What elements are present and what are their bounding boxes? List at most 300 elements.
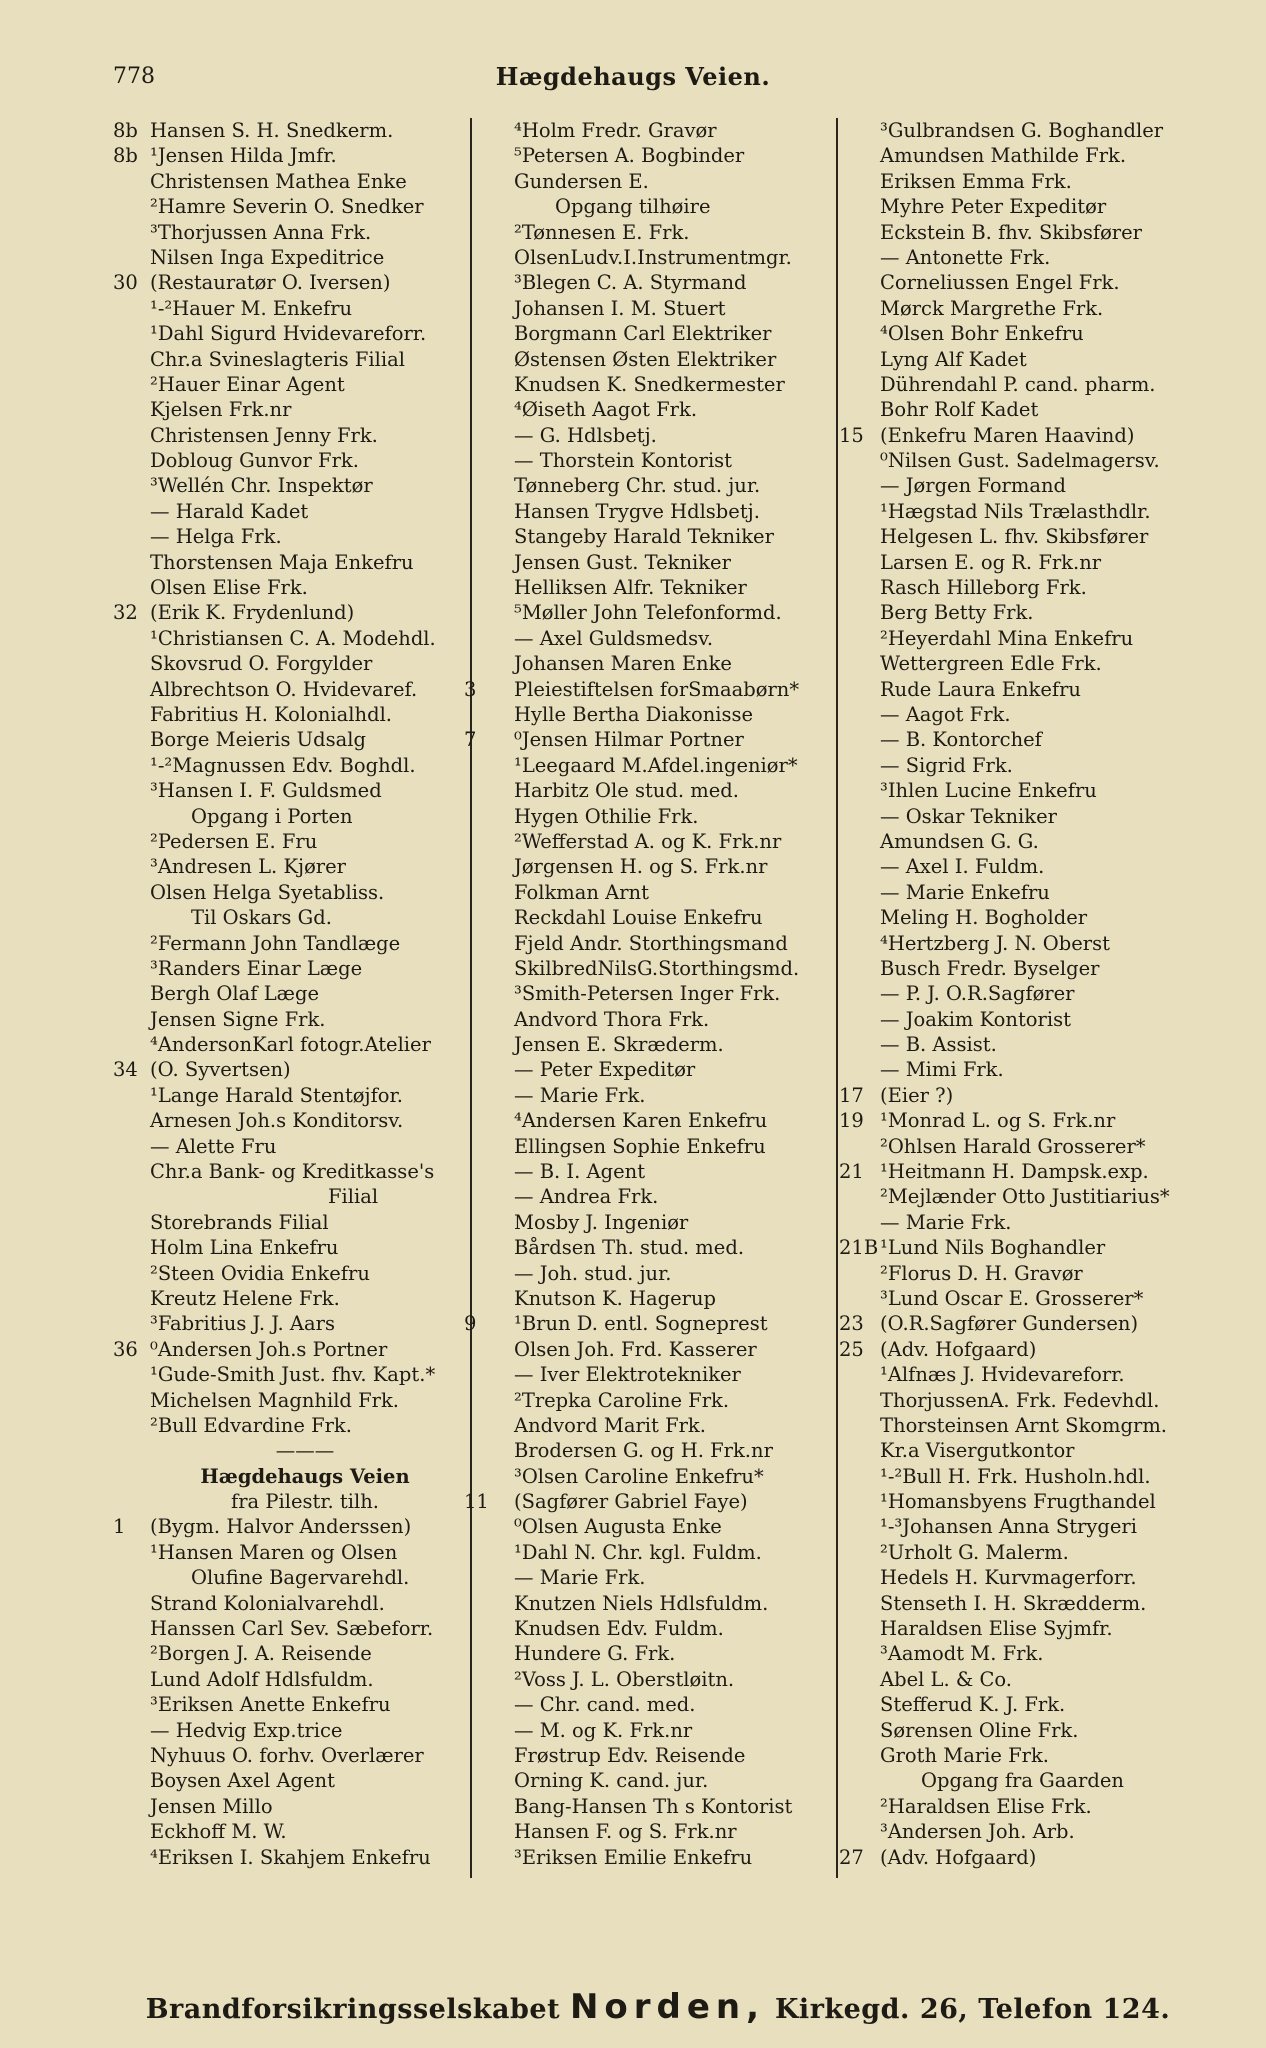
resident-entry: Kreutz Helene Frk.	[150, 1286, 340, 1310]
directory-entry	[477, 1692, 837, 1717]
resident-entry: — Hedvig Exp.trice	[150, 1718, 343, 1742]
resident-entry: Brodersen G. og H. Frk.nr	[514, 1439, 773, 1463]
resident-entry: Knutzen Niels Hdlsfuldm.	[514, 1591, 769, 1615]
directory-entry	[477, 1337, 837, 1362]
resident-entry: Tønneberg Chr. stud. jur.	[514, 474, 761, 498]
directory-entry	[113, 956, 473, 981]
directory-entry	[113, 1489, 473, 1514]
resident-entry: Bergh Olaf Læge	[150, 982, 319, 1006]
directory-entry	[843, 1032, 1203, 1057]
resident-entry: Skovsrud O. Forgylder	[150, 652, 373, 676]
resident-entry: Abel L. & Co.	[880, 1667, 1012, 1691]
house-number: 36	[113, 1337, 138, 1361]
resident-entry: (Eier ?)	[880, 1083, 954, 1107]
directory-entry	[843, 575, 1203, 600]
directory-entry	[843, 1591, 1203, 1616]
directory-entry	[843, 448, 1203, 473]
resident-entry: (O. Syvertsen)	[150, 1058, 291, 1082]
resident-entry: ¹Lange Harald Stentøjfor.	[150, 1083, 403, 1107]
house-number: 15	[839, 423, 864, 447]
directory-entry	[113, 1108, 473, 1133]
directory-entry	[839, 1159, 1203, 1184]
directory-entry	[113, 143, 473, 168]
resident-entry: ²Hamre Severin O. Snedker	[150, 195, 424, 219]
resident-entry: ³Hansen I. F. Guldsmed	[150, 779, 382, 803]
directory-entry	[113, 626, 473, 651]
resident-entry: — Aagot Frk.	[880, 702, 1011, 726]
directory-entry	[477, 499, 837, 524]
directory-column-3	[839, 118, 1203, 1870]
resident-entry: ²Tønnesen E. Frk.	[514, 220, 690, 244]
directory-entry	[113, 1210, 473, 1235]
resident-entry: Jensen E. Skræderm.	[514, 1033, 724, 1057]
directory-entry	[113, 423, 473, 448]
directory-entry	[113, 372, 473, 397]
resident-entry: ThorjussenA. Frk. Fedevhdl.	[880, 1388, 1160, 1412]
resident-entry: Wettergreen Edle Frk.	[880, 652, 1102, 676]
directory-entry	[113, 347, 473, 372]
resident-entry: ¹Hansen Maren og Olsen	[150, 1540, 398, 1564]
directory-entry	[477, 372, 837, 397]
directory-entry	[477, 1845, 837, 1870]
resident-entry: (Bygm. Halvor Anderssen)	[150, 1515, 412, 1539]
directory-entry	[113, 575, 473, 600]
directory-entry	[843, 194, 1203, 219]
house-number: 23	[839, 1312, 864, 1336]
directory-entry	[113, 1057, 473, 1082]
resident-entry: Helgesen L. fhv. Skibsfører	[880, 525, 1149, 549]
resident-entry: Sørensen Oline Frk.	[880, 1718, 1079, 1742]
resident-entry: Groth Marie Frk.	[880, 1744, 1049, 1767]
resident-entry: — Axel Guldsmedsv.	[514, 626, 714, 650]
directory-entry	[477, 702, 837, 727]
directory-entry	[843, 347, 1203, 372]
house-number: 8b	[113, 144, 138, 168]
footer-suffix: Kirkegd. 26, Telefon 124.	[774, 1994, 1171, 2025]
directory-entry	[477, 1438, 837, 1463]
resident-entry: Pleiestiftelsen forSmaabørn*	[514, 677, 800, 701]
directory-entry	[477, 931, 837, 956]
directory-entry	[113, 778, 473, 803]
directory-entry	[477, 397, 837, 422]
resident-entry: ⁰Jensen Hilmar Portner	[514, 728, 744, 752]
directory-entry	[113, 1540, 473, 1565]
resident-entry: Christensen Mathea Enke	[150, 169, 407, 193]
directory-entry	[113, 880, 473, 905]
directory-entry	[843, 321, 1203, 346]
resident-entry: ⁴AndersonKarl fotogr.Atelier	[150, 1033, 431, 1057]
resident-entry: ¹Jensen Hilda Jmfr.	[150, 144, 337, 168]
resident-entry: — P. J. O.R.Sagfører	[880, 982, 1075, 1006]
directory-entry	[113, 1337, 473, 1362]
resident-entry: Orning K. cand. jur.	[514, 1769, 709, 1793]
directory-entry	[843, 804, 1203, 829]
directory-entry	[113, 1438, 473, 1463]
resident-entry: ¹Leegaard M.Afdel.ingeniør*	[514, 753, 798, 777]
resident-entry: ³Eriksen Anette Enkefru	[150, 1693, 391, 1717]
resident-entry: ¹-²Magnussen Edv. Boghdl.	[150, 753, 416, 777]
resident-entry: — Harald Kadet	[150, 499, 309, 523]
directory-entry	[477, 1362, 837, 1387]
resident-entry: Eriksen Emma Frk.	[880, 169, 1072, 193]
resident-entry: Hygen Othilie Frk.	[514, 804, 699, 828]
house-number: 25	[839, 1337, 864, 1361]
resident-entry: — Joh. stud. jur.	[514, 1261, 672, 1285]
directory-entry	[843, 778, 1203, 803]
directory-entry	[113, 1159, 473, 1184]
directory-entry	[477, 905, 837, 930]
resident-entry: ²Urholt G. Malerm.	[880, 1540, 1069, 1564]
house-number: 1	[113, 1515, 126, 1539]
resident-entry: Opgang fra Gaarden	[921, 1769, 1124, 1793]
directory-entry	[477, 981, 837, 1006]
directory-entry	[477, 1108, 837, 1133]
resident-entry: ⁵Petersen A. Bogbinder	[514, 144, 745, 168]
directory-entry	[477, 1184, 837, 1209]
house-number: 8b	[113, 119, 138, 142]
directory-entry	[477, 956, 837, 981]
resident-entry: Knutson K. Hagerup	[514, 1286, 717, 1310]
directory-entry	[113, 600, 473, 625]
directory-entry	[113, 1007, 473, 1032]
directory-entry	[477, 1235, 837, 1260]
resident-entry: ³Gulbrandsen G. Boghandler	[880, 119, 1164, 142]
directory-entry	[113, 220, 473, 245]
resident-entry: ²Bull Edvardine Frk.	[150, 1413, 352, 1437]
resident-entry: — Chr. cand. med.	[514, 1693, 696, 1717]
resident-entry: Hansen F. og S. Frk.nr	[514, 1820, 737, 1844]
resident-entry: Til Oskars Gd.	[191, 906, 332, 930]
directory-entry	[477, 1667, 837, 1692]
directory-entry	[113, 473, 473, 498]
resident-entry: ⁴Eriksen I. Skahjem Enkefru	[150, 1845, 431, 1869]
resident-entry: Østensen Østen Elektriker	[514, 347, 777, 371]
directory-entry	[113, 245, 473, 270]
resident-entry: ⁰Olsen Augusta Enke	[514, 1515, 722, 1539]
house-number: 21	[839, 1160, 864, 1184]
resident-entry: Haraldsen Elise Syjmfr.	[880, 1617, 1113, 1641]
directory-entry	[477, 473, 837, 498]
directory-entry	[464, 677, 837, 702]
resident-entry: Johansen I. M. Stuert	[514, 296, 726, 320]
directory-entry	[477, 270, 837, 295]
resident-entry: Amundsen G. G.	[880, 829, 1039, 853]
directory-entry	[843, 1134, 1203, 1159]
resident-entry: ³Olsen Caroline Enkefru*	[514, 1464, 764, 1488]
resident-entry: Michelsen Magnhild Frk.	[150, 1388, 399, 1412]
resident-entry: ³Thorjussen Anna Frk.	[150, 220, 372, 244]
resident-entry: Albrechtson O. Hvidevaref.	[150, 677, 418, 701]
directory-entry	[113, 1235, 473, 1260]
directory-entry	[839, 1311, 1203, 1336]
directory-entry	[843, 905, 1203, 930]
resident-entry: — Marie Frk.	[514, 1566, 646, 1590]
footer-prefix: Brandforsikringsselskabet	[145, 1994, 561, 2025]
directory-entry	[843, 245, 1203, 270]
directory-entry	[113, 1616, 473, 1641]
directory-entry	[113, 448, 473, 473]
directory-entry	[477, 1540, 837, 1565]
resident-entry: ³Lund Oscar E. Grosserer*	[880, 1286, 1144, 1310]
directory-entry	[113, 321, 473, 346]
directory-entry	[843, 1184, 1203, 1209]
resident-entry: ³Fabritius J. J. Aars	[150, 1312, 335, 1336]
resident-entry: — Alette Fru	[150, 1134, 277, 1158]
directory-entry	[477, 1032, 837, 1057]
directory-entry	[477, 220, 837, 245]
resident-entry: ¹Christiansen C. A. Modehdl.	[150, 626, 436, 650]
resident-entry: — Iver Elektrotekniker	[514, 1363, 741, 1387]
resident-entry: Nyhuus O. forhv. Overlærer	[150, 1744, 424, 1767]
directory-entry	[839, 423, 1203, 448]
directory-entry	[113, 397, 473, 422]
resident-entry: Olsen Elise Frk.	[150, 576, 308, 600]
directory-entry	[113, 1083, 473, 1108]
house-number: 3	[464, 677, 477, 701]
resident-entry: ⁴Øiseth Aagot Frk.	[514, 398, 698, 422]
page-header	[0, 60, 1266, 100]
resident-entry: Bårdsen Th. stud. med.	[514, 1236, 745, 1260]
resident-entry: ¹Alfnæs J. Hvidevareforr.	[880, 1363, 1125, 1387]
resident-entry: ³Blegen C. A. Styrmand	[514, 271, 747, 295]
resident-entry: — G. Hdlsbetj.	[514, 423, 657, 447]
resident-entry: — Marie Frk.	[880, 1210, 1012, 1234]
resident-entry: Knudsen Edv. Fuldm.	[514, 1617, 724, 1641]
directory-entry	[113, 677, 473, 702]
resident-entry: Borge Meieris Udsalg	[150, 728, 366, 752]
directory-entry	[477, 651, 837, 676]
resident-entry: Chr.a Svineslagteris Filial	[150, 347, 405, 371]
directory-entry	[113, 1743, 473, 1768]
directory-entry	[843, 626, 1203, 651]
house-number: 11	[464, 1490, 489, 1514]
directory-entry	[843, 1388, 1203, 1413]
resident-entry: Myhre Peter Expeditør	[880, 195, 1107, 219]
directory-entry	[843, 220, 1203, 245]
directory-entry	[113, 905, 473, 930]
directory-entry	[843, 499, 1203, 524]
resident-entry: Boysen Axel Agent	[150, 1769, 335, 1793]
directory-entry	[843, 880, 1203, 905]
resident-entry: Hansen Trygve Hdlsbetj.	[514, 499, 760, 523]
directory-column-2	[464, 118, 837, 1870]
resident-entry: Kr.a Visergutkontor	[880, 1439, 1075, 1463]
directory-entry	[477, 753, 837, 778]
resident-entry: Helliksen Alfr. Tekniker	[514, 576, 747, 600]
resident-entry: (O.R.Sagfører Gundersen)	[880, 1312, 1139, 1336]
resident-entry: — Joakim Kontorist	[880, 1007, 1071, 1031]
directory-entry	[843, 397, 1203, 422]
resident-entry: Hedels H. Kurvmagerforr.	[880, 1566, 1137, 1590]
resident-entry: Olufine Bagervarehdl.	[191, 1566, 410, 1590]
directory-entry	[839, 1845, 1203, 1870]
directory-entry	[843, 524, 1203, 549]
resident-entry: Frøstrup Edv. Reisende	[514, 1744, 746, 1767]
resident-entry: (Adv. Hofgaard)	[880, 1845, 1037, 1869]
resident-entry: Larsen E. og R. Frk.nr	[880, 550, 1102, 574]
resident-entry: Holm Lina Enkefru	[150, 1236, 339, 1260]
resident-entry: ²Steen Ovidia Enkefru	[150, 1261, 370, 1285]
directory-entry	[843, 1286, 1203, 1311]
directory-entry	[113, 1388, 473, 1413]
resident-entry: (Restauratør O. Iversen)	[150, 271, 391, 295]
resident-entry: ²Haraldsen Elise Frk.	[880, 1794, 1092, 1818]
resident-entry: Hylle Bertha Diakonisse	[514, 702, 754, 726]
resident-entry: — Marie Enkefru	[880, 880, 1050, 904]
directory-entry	[113, 270, 473, 295]
resident-entry: Jensen Signe Frk.	[150, 1007, 326, 1031]
directory-entry	[843, 1362, 1203, 1387]
directory-entry	[477, 1718, 837, 1743]
directory-entry	[477, 524, 837, 549]
directory-entry	[843, 1210, 1203, 1235]
directory-entry	[843, 270, 1203, 295]
directory-entry	[477, 1210, 837, 1235]
house-number: 9	[464, 1312, 477, 1336]
resident-entry: Reckdahl Louise Enkefru	[514, 906, 763, 930]
resident-entry: Hansen S. H. Snedkerm.	[150, 119, 394, 142]
directory-entry	[843, 931, 1203, 956]
directory-entry	[843, 1667, 1203, 1692]
directory-entry	[113, 1591, 473, 1616]
directory-entry	[477, 423, 837, 448]
directory-entry	[477, 1159, 837, 1184]
resident-entry: ⁴Andersen Karen Enkefru	[514, 1109, 768, 1133]
directory-entry	[113, 194, 473, 219]
resident-entry: Thorsteinsen Arnt Skomgrm.	[880, 1413, 1168, 1437]
directory-entry	[477, 1134, 837, 1159]
directory-entry	[477, 448, 837, 473]
resident-entry: Hægdehaugs Veien	[200, 1464, 410, 1488]
resident-entry: Olsen Helga Syetabliss.	[150, 880, 385, 904]
directory-entry	[477, 854, 837, 879]
house-number: 17	[839, 1083, 864, 1107]
resident-entry: Borgmann Carl Elektriker	[514, 322, 772, 346]
directory-entry	[843, 1616, 1203, 1641]
resident-entry: Christensen Jenny Frk.	[150, 423, 378, 447]
resident-entry: — Axel I. Fuldm.	[880, 855, 1045, 879]
directory-entry	[477, 194, 837, 219]
directory-entry	[477, 1616, 837, 1641]
resident-entry: Mosby J. Ingeniør	[514, 1210, 689, 1234]
resident-entry: Strand Kolonialvarehdl.	[150, 1591, 385, 1615]
resident-entry: ¹Hægstad Nils Trælasthdlr.	[880, 499, 1151, 523]
resident-entry: ²Voss J. L. Oberstløitn.	[514, 1667, 735, 1691]
resident-entry: Dobloug Gunvor Frk.	[150, 449, 359, 473]
resident-entry: — Sigrid Frk.	[880, 753, 1013, 777]
directory-entry	[843, 1261, 1203, 1286]
resident-entry: — Andrea Frk.	[514, 1185, 659, 1209]
directory-entry	[113, 118, 473, 143]
house-number: 27	[839, 1845, 864, 1869]
directory-entry	[477, 1641, 837, 1666]
directory-entry	[477, 1413, 837, 1438]
resident-entry: ²Ohlsen Harald Grosserer*	[880, 1134, 1146, 1158]
directory-entry	[843, 1743, 1203, 1768]
directory-entry	[843, 550, 1203, 575]
directory-entry	[113, 1362, 473, 1387]
directory-entry	[843, 1489, 1203, 1514]
resident-entry: ²Wefferstad A. og K. Frk.nr	[514, 829, 782, 853]
directory-entry	[113, 1718, 473, 1743]
directory-entry	[113, 727, 473, 752]
directory-entry	[113, 702, 473, 727]
directory-entry	[113, 753, 473, 778]
directory-entry	[843, 753, 1203, 778]
resident-entry: — Marie Frk.	[514, 1083, 646, 1107]
house-number: 21B	[839, 1236, 879, 1260]
directory-entry	[843, 473, 1203, 498]
resident-entry: Kjelsen Frk.nr	[150, 398, 292, 422]
resident-entry: Bohr Rolf Kadet	[880, 398, 1039, 422]
resident-entry: — Helga Frk.	[150, 525, 282, 549]
directory-entry	[113, 1464, 473, 1489]
resident-entry: ²Florus D. H. Gravør	[880, 1261, 1083, 1285]
resident-entry: — Oskar Tekniker	[880, 804, 1057, 828]
directory-entry	[477, 1464, 837, 1489]
directory-entry	[843, 829, 1203, 854]
directory-entry	[843, 702, 1203, 727]
directory-entry	[843, 1514, 1203, 1539]
directory-entry	[113, 499, 473, 524]
resident-entry: ⁴Olsen Bohr Enkefru	[880, 322, 1084, 346]
directory-entry	[477, 626, 837, 651]
directory-entry	[477, 600, 837, 625]
directory-entry	[477, 1514, 837, 1539]
directory-entry	[113, 931, 473, 956]
directory-entry	[843, 727, 1203, 752]
resident-entry: ¹Heitmann H. Dampsk.exp.	[880, 1160, 1149, 1184]
resident-entry: Jørgensen H. og S. Frk.nr	[514, 855, 768, 879]
resident-entry: — B. Kontorchef	[880, 728, 1042, 752]
resident-entry: ²Mejlænder Otto Justitiarius*	[880, 1185, 1170, 1209]
directory-entry	[113, 550, 473, 575]
resident-entry: Rude Laura Enkefru	[880, 677, 1081, 701]
directory-entry	[843, 981, 1203, 1006]
resident-entry: ²Trepka Caroline Frk.	[514, 1388, 730, 1412]
directory-entry	[843, 1057, 1203, 1082]
directory-entry	[113, 1845, 473, 1870]
resident-entry: ³Eriksen Emilie Enkefru	[514, 1845, 753, 1869]
house-number: 34	[113, 1058, 138, 1082]
resident-entry: Hundere G. Frk.	[514, 1642, 676, 1666]
directory-column-1	[113, 118, 473, 1870]
directory-entry	[843, 1794, 1203, 1819]
footer-brand: Norden,	[569, 1987, 766, 2027]
resident-entry: Jensen Gust. Tekniker	[514, 550, 731, 574]
directory-entry	[839, 1337, 1203, 1362]
directory-entry	[477, 550, 837, 575]
resident-entry: Chr.a Bank- og Kreditkasse's	[150, 1160, 435, 1184]
directory-entry	[477, 245, 837, 270]
resident-entry: — Peter Expeditør	[514, 1058, 696, 1082]
house-number: 19	[839, 1109, 864, 1133]
resident-entry: — Antonette Frk.	[880, 245, 1051, 269]
resident-entry: ———	[275, 1439, 335, 1463]
directory-entry	[113, 1184, 473, 1209]
directory-entry	[113, 1032, 473, 1057]
directory-entry	[843, 118, 1203, 143]
directory-entry	[843, 1768, 1203, 1793]
resident-entry: ¹Brun D. entl. Sogneprest	[514, 1312, 768, 1336]
resident-entry: Fjeld Andr. Storthingsmand	[514, 931, 788, 955]
directory-entry	[113, 169, 473, 194]
directory-entry	[113, 296, 473, 321]
resident-entry: — M. og K. Frk.nr	[514, 1718, 693, 1742]
resident-entry: (Adv. Hofgaard)	[880, 1337, 1037, 1361]
page-number: 778	[113, 64, 155, 89]
directory-entry	[113, 1819, 473, 1844]
